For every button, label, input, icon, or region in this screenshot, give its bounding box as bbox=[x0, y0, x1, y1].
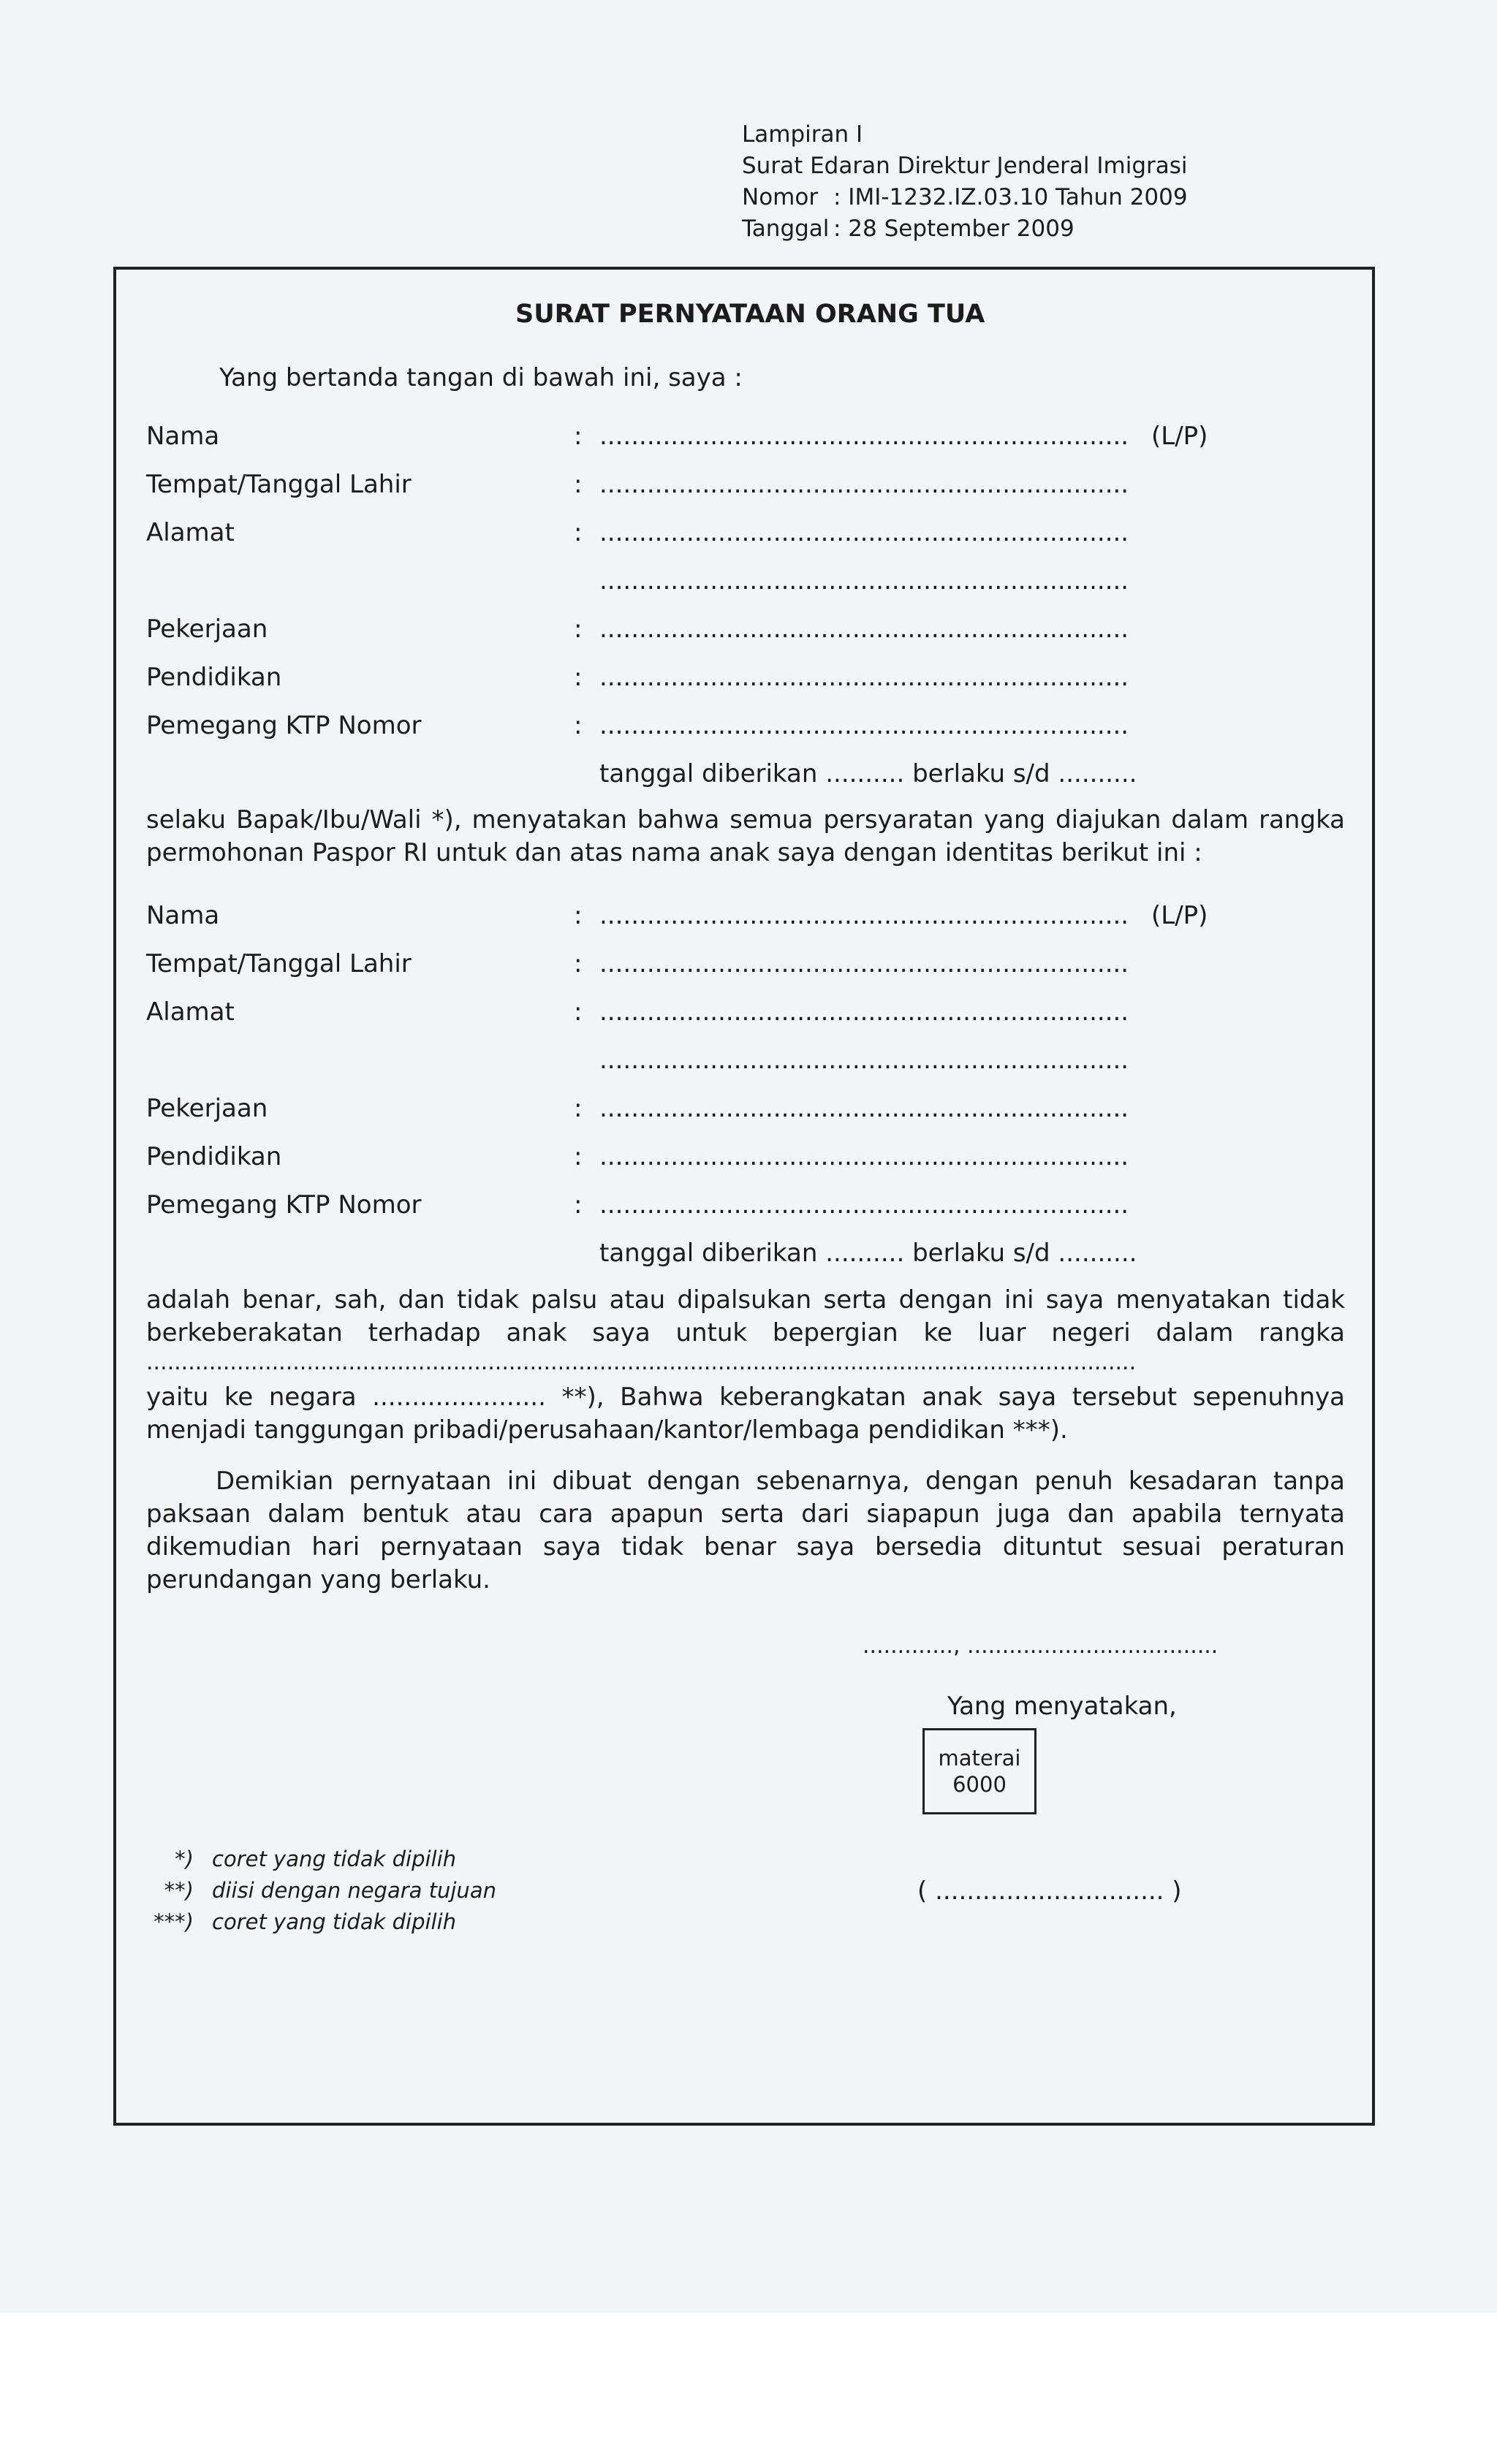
parent-alamat-field[interactable]: ................................................................... bbox=[599, 518, 1129, 547]
header-lampiran: Lampiran I bbox=[742, 121, 863, 148]
child-alamat-label: Alamat bbox=[146, 997, 235, 1027]
child-alamat-field[interactable]: ................................................................... bbox=[599, 997, 1129, 1027]
footnote-mark: **) bbox=[164, 1878, 194, 1903]
colon: : bbox=[574, 518, 583, 547]
parent-alamat-label: Alamat bbox=[146, 518, 235, 547]
colon: : bbox=[574, 1190, 583, 1220]
child-nama-field[interactable]: ................................................................... bbox=[599, 901, 1129, 930]
parent-ktp-validity: tanggal diberikan .......... berlaku s/d .......... bbox=[599, 759, 1137, 788]
colon: : bbox=[574, 997, 583, 1027]
header-nomor-value: : IMI-1232.IZ.03.10 Tahun 2009 bbox=[833, 184, 1188, 210]
child-pendidikan-label: Pendidikan bbox=[146, 1142, 282, 1171]
child-alamat-field-2[interactable]: ................................................................... bbox=[599, 1046, 1129, 1075]
child-pekerjaan-field[interactable]: ................................................................... bbox=[599, 1094, 1129, 1123]
materai-label: materai bbox=[938, 1746, 1021, 1771]
parent-nama-label: Nama bbox=[146, 422, 220, 451]
paragraph-selaku: selaku Bapak/Ibu/Wali *), menyatakan bahwa semua persyaratan yang diajukan dalam rangka permohonan Paspor RI untuk dan atas nama anak saya dengan identitas berikut ini : bbox=[146, 805, 1345, 867]
place-date-field[interactable]: ............., .................................... bbox=[863, 1633, 1219, 1659]
colon: : bbox=[574, 422, 583, 451]
child-pendidikan-field[interactable]: ................................................................... bbox=[599, 1142, 1129, 1171]
materai-stamp-box bbox=[922, 1728, 1036, 1814]
paragraph-demikian: Demikian pernyataan ini dibuat dengan sebenarnya, dengan penuh kesadaran tanpa paksaan dalam bentuk atau cara apapun serta dari siapapun juga dan apabila ternyata dikemudian hari pernyataan saya tidak benar saya bersedia dituntut sesuai peraturan perundangan yang berlaku. bbox=[146, 1467, 1345, 1594]
header-surat-edaran: Surat Edaran Direktur Jenderal Imigrasi bbox=[742, 153, 1188, 179]
parent-alamat-field-2[interactable]: ................................................................... bbox=[599, 566, 1129, 596]
parent-pendidikan-label: Pendidikan bbox=[146, 663, 282, 692]
child-ttl-field[interactable]: ................................................................... bbox=[599, 949, 1129, 978]
footnote-mark: *) bbox=[175, 1847, 194, 1871]
child-ktp-field[interactable]: ................................................................... bbox=[599, 1190, 1129, 1220]
materai-value: 6000 bbox=[952, 1772, 1007, 1797]
form-title: SURAT PERNYATAAN ORANG TUA bbox=[515, 300, 985, 329]
parent-ttl-label: Tempat/Tanggal Lahir bbox=[146, 470, 412, 499]
child-ttl-label: Tempat/Tanggal Lahir bbox=[146, 949, 412, 978]
colon: : bbox=[574, 1142, 583, 1171]
parent-pendidikan-field[interactable]: ................................................................... bbox=[599, 663, 1129, 692]
colon: : bbox=[574, 470, 583, 499]
header-tanggal-label: Tanggal bbox=[742, 216, 830, 242]
header-nomor-label: Nomor bbox=[742, 184, 819, 210]
footnote-text: coret yang tidak dipilih bbox=[212, 1847, 457, 1871]
colon: : bbox=[574, 1094, 583, 1123]
child-ktp-label: Pemegang KTP Nomor bbox=[146, 1190, 422, 1220]
parent-pekerjaan-label: Pekerjaan bbox=[146, 615, 268, 644]
header-tanggal-value: : 28 September 2009 bbox=[833, 216, 1075, 242]
footnote-text: diisi dengan negara tujuan bbox=[212, 1878, 496, 1903]
child-nama-label: Nama bbox=[146, 901, 220, 930]
colon: : bbox=[574, 711, 583, 740]
parent-ttl-field[interactable]: ................................................................... bbox=[599, 470, 1129, 499]
child-gender-label: (L/P) bbox=[1151, 901, 1208, 930]
footnote-mark: ***) bbox=[154, 1909, 194, 1934]
child-ktp-validity: tanggal diberikan .......... berlaku s/d .......... bbox=[599, 1239, 1137, 1268]
colon: : bbox=[574, 663, 583, 692]
colon: : bbox=[574, 949, 583, 978]
child-pekerjaan-label: Pekerjaan bbox=[146, 1094, 268, 1123]
parent-ktp-field[interactable]: ................................................................... bbox=[599, 711, 1129, 740]
paragraph-adalah-2: yaitu ke negara ...................... **), Bahwa keberangkatan anak saya tersebut sepenuhnya menjadi tanggungan pribadi/perusahaan/kantor/lembaga pendidikan ***). bbox=[146, 1383, 1345, 1445]
colon: : bbox=[574, 615, 583, 644]
parent-ktp-label: Pemegang KTP Nomor bbox=[146, 711, 422, 740]
yang-menyatakan: Yang menyatakan, bbox=[947, 1692, 1177, 1721]
paragraph-adalah-1: adalah benar, sah, dan tidak palsu atau dipalsukan serta dengan ini saya menyatakan tidak berkeberakatan terhadap anak saya untuk bepergian ke luar negeri dalam rangka bbox=[146, 1285, 1345, 1347]
signer-name-field[interactable]: ( ............................. ) bbox=[917, 1876, 1182, 1906]
parent-gender-label: (L/P) bbox=[1151, 422, 1208, 451]
colon: : bbox=[574, 901, 583, 930]
parent-nama-field[interactable]: ................................................................... bbox=[599, 422, 1129, 451]
footnote-text: coret yang tidak dipilih bbox=[212, 1909, 457, 1934]
parent-pekerjaan-field[interactable]: ................................................................... bbox=[599, 615, 1129, 644]
form-intro: Yang bertanda tangan di bawah ini, saya : bbox=[219, 363, 743, 392]
purpose-dots-line[interactable]: .............................................................................................................................................. bbox=[146, 1350, 1137, 1375]
